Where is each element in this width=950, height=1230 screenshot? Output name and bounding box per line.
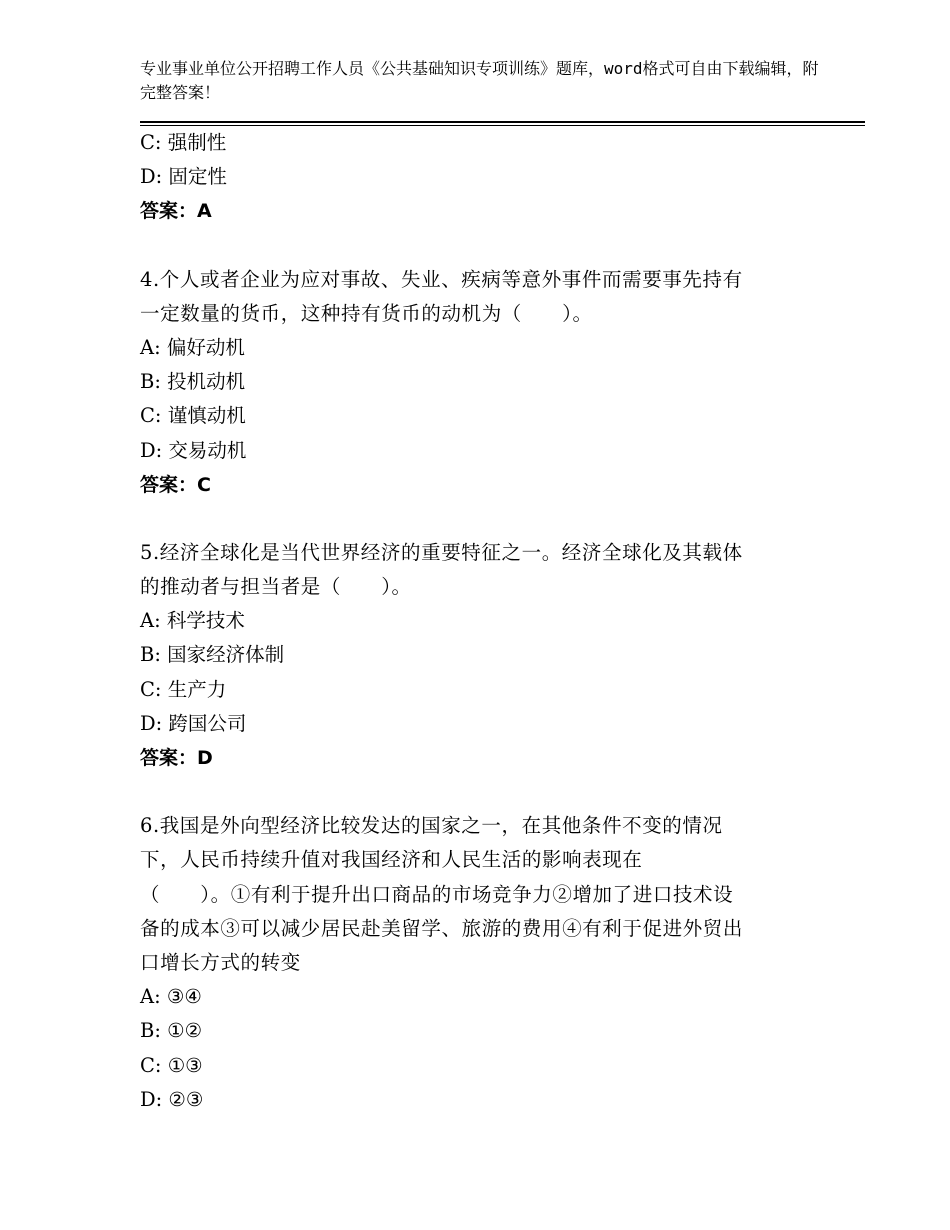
option-letter: A: — [140, 609, 161, 633]
option-d — [140, 160, 820, 194]
option-letter: C: — [140, 404, 162, 428]
page-header — [140, 57, 820, 105]
option-a — [140, 331, 820, 365]
question-stem-line: 的推动者与担当者是（ ）。 — [140, 575, 412, 599]
option-text: ①③ — [167, 1053, 203, 1077]
option-letter: D: — [140, 1087, 163, 1111]
question-stem-line: 4.个人或者企业为应对事故、失业、疾病等意外事件而需要事先持有 — [140, 267, 743, 291]
option-d — [140, 1083, 820, 1117]
option-letter: D: — [140, 165, 163, 189]
option-text: 偏好动机 — [166, 335, 245, 359]
option-letter: C: — [140, 131, 162, 154]
question-stem-line: （ ）。①有利于提升出口商品的市场竞争力②增加了进口技术设 — [140, 882, 734, 906]
question-5 — [140, 536, 820, 775]
option-c — [140, 126, 820, 160]
question-4 — [140, 263, 820, 502]
answer-line: 答案：C — [140, 473, 211, 496]
option-text: 生产力 — [167, 677, 227, 701]
option-text: 固定性 — [168, 165, 227, 189]
option-text: ①② — [167, 1019, 203, 1043]
question-stem-line: 5.经济全球化是当代世界经济的重要特征之一。经济全球化及其载体 — [140, 540, 743, 564]
question-stem-line: 口增长方式的转变 — [140, 950, 301, 974]
option-text: 跨国公司 — [168, 711, 247, 735]
option-c — [140, 673, 820, 707]
option-letter: D: — [140, 711, 163, 735]
partial-question — [140, 126, 820, 229]
option-text: 科学技术 — [166, 609, 245, 633]
option-letter: A: — [140, 335, 161, 359]
option-b — [140, 1014, 820, 1048]
question-stem-line: 6.我国是外向型经济比较发达的国家之一，在其他条件不变的情况 — [140, 814, 723, 838]
option-letter: D: — [140, 438, 163, 462]
option-letter: A: — [140, 985, 161, 1009]
header-text: 专业事业单位公开招聘工作人员《公共基础知识专项训练》题库，word格式可自由下载编辑，附完整答案！ — [140, 59, 819, 102]
answer-line: 答案：A — [140, 200, 212, 223]
option-text: 强制性 — [167, 131, 227, 154]
option-text: 交易动机 — [168, 438, 247, 462]
option-a — [140, 980, 820, 1014]
question-6 — [140, 809, 820, 1117]
option-text: 谨慎动机 — [167, 404, 246, 428]
question-stem-line: 一定数量的货币，这种持有货币的动机为（ ）。 — [140, 301, 593, 325]
option-text: ③④ — [166, 985, 202, 1009]
option-d — [140, 434, 820, 468]
option-text: ②③ — [168, 1087, 204, 1111]
spacer — [140, 502, 820, 536]
option-b — [140, 638, 820, 672]
spacer — [140, 775, 820, 809]
spacer — [140, 229, 820, 263]
header-rule-thick — [140, 121, 865, 123]
option-letter: C: — [140, 1053, 162, 1077]
question-stem-line: 备的成本③可以减少居民赴美留学、旅游的费用④有利于促进外贸出 — [140, 916, 744, 940]
answer-line: 答案：D — [140, 747, 213, 769]
option-text: 投机动机 — [167, 370, 246, 394]
option-text: 国家经济体制 — [167, 643, 285, 667]
option-a — [140, 604, 820, 638]
option-c — [140, 1049, 820, 1083]
option-letter: B: — [140, 643, 161, 667]
question-stem-line: 下，人民币持续升值对我国经济和人民生活的影响表现在 — [140, 848, 643, 872]
option-b — [140, 365, 820, 399]
option-d — [140, 707, 820, 741]
option-letter: B: — [140, 1019, 161, 1043]
option-c — [140, 399, 820, 433]
option-letter: B: — [140, 370, 161, 394]
option-letter: C: — [140, 677, 162, 701]
question-content — [140, 126, 820, 1117]
